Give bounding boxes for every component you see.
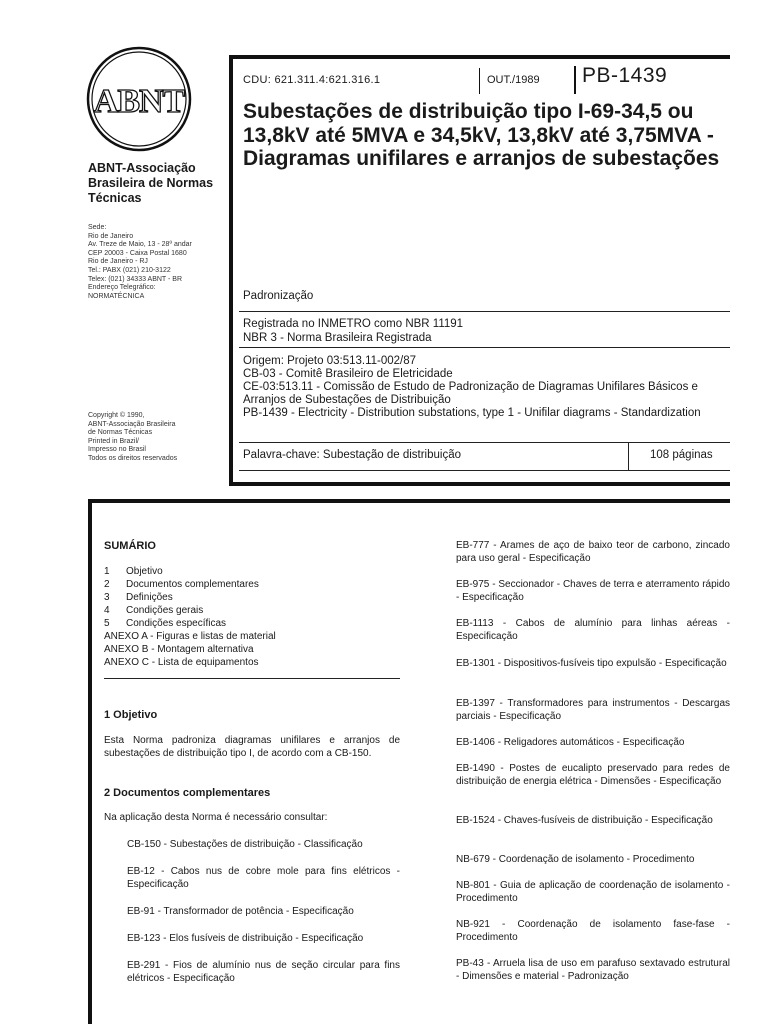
divider (239, 442, 730, 443)
copyright-line: Todos os direitos reservados (88, 454, 178, 462)
summary-item: ANEXO A - Figuras e listas de material (104, 631, 276, 642)
reference-item: NB-921 - Coordenação de isolamento fase-fase - Procedimento (456, 919, 730, 943)
origin-line: Origem: Projeto 03:513.11-002/87 (243, 355, 417, 367)
document-title: Subestações de distribuição tipo I-69-34,5 ou 13,8kV até 5MVA e 34,5kV, 13,8kV até 3,75MVA - Diagramas unifilares e arranjos de subestações (243, 100, 720, 170)
address-line: Sede: (88, 224, 107, 231)
reference-item: EB-1490 - Postes de eucalipto preservado para redes de distribuição de energia elétrica - Dimensões - Especificação (456, 763, 730, 787)
copyright-line: de Normas Técnicas (88, 429, 153, 437)
copyright-line: Printed in Brazil/ (88, 437, 139, 445)
reference-item: EB-777 - Arames de aço de baixo teor de carbono, zincado para uso geral - Especificação (456, 540, 730, 564)
divider (239, 311, 730, 312)
svg-text:ABNT: ABNT (93, 83, 185, 120)
origin-info (243, 355, 723, 420)
document-type: Padronização (243, 290, 314, 302)
reference-item: EB-12 - Cabos nus de cobre mole para fins elétricos - Especificação (127, 866, 400, 890)
summary-item: ANEXO B - Montagem alternativa (104, 644, 254, 655)
summary-item: 4 Condições gerais (104, 605, 204, 616)
summary-item: 1 Objetivo (104, 566, 163, 577)
address-line: Telex: (021) 34333 ABNT - BR (88, 275, 183, 283)
page-count: 108 páginas (650, 449, 713, 461)
address-line: Av. Treze de Maio, 13 - 28º andar (88, 241, 192, 249)
section-2-intro: Na aplicação desta Norma é necessário consultar: (104, 812, 328, 823)
reference-item: EB-123 - Elos fusíveis de distribuição - Especificação (127, 933, 364, 944)
reference-item: NB-801 - Guia de aplicação de coordenação de isolamento - Procedimento (456, 880, 730, 904)
address-line: Endereço Telegráfico: (88, 284, 156, 292)
header-frame-bottom-rule (229, 482, 730, 486)
reference-item: EB-1406 - Religadores automáticos - Especificação (456, 737, 685, 748)
registry-line: Registrada no INMETRO como NBR 11191 (243, 318, 464, 330)
publication-date: OUT./1989 (487, 74, 540, 86)
section-2-heading: 2 Documentos complementares (104, 787, 271, 799)
reference-item: EB-91 - Transformador de potência - Especificação (127, 906, 354, 917)
reference-item: EB-975 - Seccionador - Chaves de terra e aterramento rápido - Especificação (456, 579, 730, 603)
summary-list (104, 565, 404, 669)
registry-info (243, 317, 463, 345)
divider (239, 347, 730, 348)
copyright-line: Impresso no Brasil (88, 446, 146, 454)
divider (628, 442, 629, 470)
section-1-text: Esta Norma padroniza diagramas unifilares e arranjos de subestações de distribuição tipo I, de acordo com a CB-150. (104, 735, 400, 759)
address-line: CEP 20003 - Caixa Postal 1680 (88, 249, 187, 257)
address-block (88, 224, 218, 301)
reference-item: EB-1301 - Dispositivos-fusíveis tipo expulsão - Especificação (456, 658, 727, 669)
cdu-classification: CDU: 621.311.4:621.316.1 (243, 74, 381, 86)
summary-item: 3 Definições (104, 592, 173, 603)
origin-line: PB-1439 - Electricity - Distribution substations, type 1 - Unifilar diagrams - Standardization (243, 407, 701, 419)
registry-line: NBR 3 - Norma Brasileira Registrada (243, 332, 432, 344)
address-line: NORMATÉCNICA (88, 292, 145, 300)
header-frame-left-rule (229, 55, 233, 486)
origin-line: CB-03 - Comitê Brasileiro de Eletricidade (243, 368, 453, 380)
copyright-line: Copyright © 1990, (88, 412, 145, 419)
body-frame-left-rule (88, 499, 92, 1024)
address-line: Tel.: PABX (021) 210-3122 (88, 266, 171, 274)
header-frame-top-rule (229, 55, 730, 59)
summary-heading: SUMÁRIO (104, 540, 156, 552)
copyright-line: ABNT-Associação Brasileira (88, 420, 176, 428)
address-line: Rio de Janeiro - RJ (88, 258, 148, 266)
organization-name: ABNT-Associação Brasileira de Normas Técnicas (88, 161, 214, 205)
reference-item: EB-1524 - Chaves-fusíveis de distribuição - Especificação (456, 815, 713, 826)
divider (574, 66, 576, 94)
summary-item: ANEXO C - Lista de equipamentos (104, 657, 259, 668)
abnt-logo (86, 46, 192, 152)
copyright-block (88, 412, 218, 464)
reference-item: EB-1397 - Transformadores para instrumentos - Descargas parciais - Especificação (456, 698, 730, 722)
address-line: Rio de Janeiro (88, 232, 134, 240)
reference-item: PB-43 - Arruela lisa de uso em parafuso sextavado estrutural - Dimensões e material - Padronização (456, 958, 730, 982)
standard-code: PB-1439 (582, 64, 668, 87)
divider (479, 68, 480, 94)
divider (104, 678, 400, 679)
body-frame-top-rule (88, 499, 730, 503)
reference-item: CB-150 - Subestações de distribuição - Classificação (127, 839, 363, 850)
reference-item: EB-291 - Fios de alumínio nus de seção circular para fins elétricos - Especificação (127, 960, 400, 984)
keyword: Palavra-chave: Subestação de distribuição (243, 449, 461, 461)
summary-item: 2 Documentos complementares (104, 579, 259, 590)
origin-line: CE-03:513.11 - Comissão de Estudo de Padronização de Diagramas Unifilares Básicos e Arranjos de Subestações de Distribuição (243, 381, 698, 406)
divider (239, 470, 730, 471)
section-1-heading: 1 Objetivo (104, 709, 158, 721)
reference-item: NB-679 - Coordenação de isolamento - Procedimento (456, 854, 695, 865)
summary-item: 5 Condições específicas (104, 618, 227, 629)
reference-item: EB-1113 - Cabos de alumínio para linhas aéreas - Especificação (456, 618, 730, 642)
